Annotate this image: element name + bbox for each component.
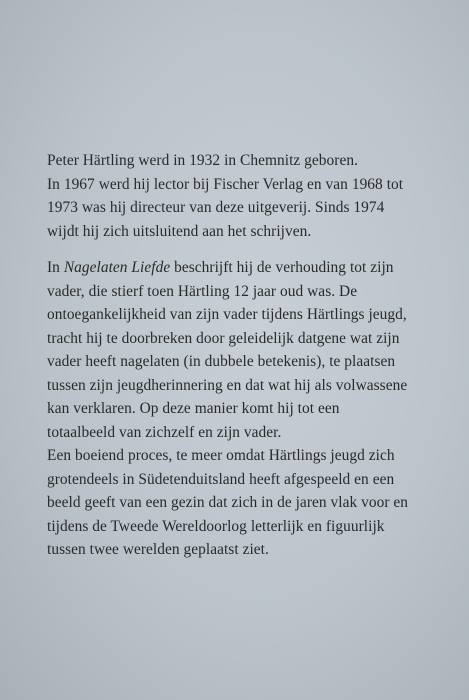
bio-line: 1973 was hij directeur van deze uitgeverij. Sinds 1974 xyxy=(47,199,385,216)
book-title: Nagelaten Liefde xyxy=(63,259,171,276)
author-biography xyxy=(47,149,459,243)
book-summary xyxy=(47,256,459,562)
summary-line: tijdens de Tweede Wereldoorlog letterlijk en figuurlijk xyxy=(47,517,385,535)
summary-prefix: In xyxy=(47,259,64,276)
summary-line: grotendeels in Südetenduitsland heeft afgespeeld en een xyxy=(47,470,395,488)
summary-line: vader, die stierf toen Härtling 12 jaar oud was. De xyxy=(47,282,358,300)
summary-line: Een boeiend proces, te meer omdat Härtlings jeugd zich xyxy=(47,447,395,464)
summary-line: tussen zijn jeugdherinnering en dat wat hij als volwassene xyxy=(47,376,408,394)
bio-line: In 1967 werd hij lector bij Fischer Verlag en van 1968 tot xyxy=(47,175,404,193)
summary-first-line xyxy=(47,256,459,280)
summary-line: kan verklaren. Op deze manier komt hij tot een xyxy=(47,400,340,417)
summary-line: tussen twee werelden geplaatst ziet. xyxy=(47,541,269,558)
summary-first-line-rest: beschrijft hij de verhouding tot zijn xyxy=(170,259,394,276)
bio-line: Peter Härtling werd in 1932 in Chemnitz geboren. xyxy=(47,152,358,169)
bio-line: wijdt hij zich uitsluitend aan het schrijven. xyxy=(47,222,312,240)
summary-line: beeld geeft van een gezin dat zich in de jaren vlak voor en xyxy=(47,494,409,511)
summary-line: vader heeft nagelaten (in dubbele betekenis), te plaatsen xyxy=(47,353,396,370)
summary-line: tracht hij te doorbreken door geleidelijk datgene wat zijn xyxy=(47,329,400,347)
summary-line: ontoegankelijkheid van zijn vader tijdens Härtlings jeugd, xyxy=(47,306,407,323)
summary-line: totaalbeeld van zichzelf en zijn vader. xyxy=(47,423,282,441)
